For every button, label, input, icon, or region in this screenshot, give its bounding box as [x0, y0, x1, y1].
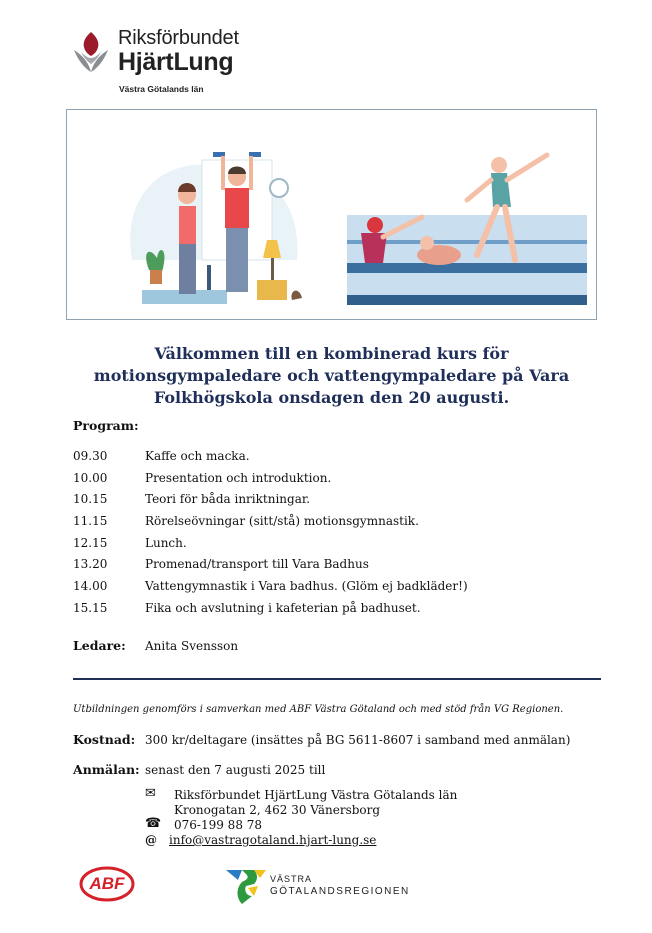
contact-org: Riksförbundet HjärtLung Västra Götalands län	[174, 788, 458, 802]
vgr-emblem-icon	[224, 866, 268, 908]
leader-name: Anita Svensson	[145, 639, 239, 653]
vgr-line2: GÖTALANDSREGIONEN	[270, 886, 410, 897]
mail-icon: ✉	[145, 786, 156, 801]
abf-text: ABF	[89, 874, 125, 893]
cost-value: 300 kr/deltagare (insättes på BG 5611-8607 i samband med anmälan)	[145, 733, 571, 747]
leader-label: Ledare:	[73, 638, 126, 653]
program-time: 09.30	[73, 449, 108, 463]
program-time: 15.15	[73, 601, 108, 615]
program-activity: Vattengymnastik i Vara badhus. (Glöm ej badkläder!)	[145, 579, 468, 593]
registration-label: Anmälan:	[73, 762, 140, 777]
program-activity: Teori för båda inriktningar.	[145, 492, 311, 506]
hjartlung-logo	[72, 26, 252, 96]
program-activity: Fika och avslutning i kafeterian på badhuset.	[145, 601, 421, 615]
program-activity: Lunch.	[145, 536, 187, 550]
program-time: 10.00	[73, 471, 108, 485]
cooperation-note: Utbildningen genomförs i samverkan med ABF Västra Götaland och med stöd från VG Regionen.	[73, 704, 564, 715]
contact-email-link[interactable]: info@vastragotaland.hjart-lung.se	[169, 833, 377, 847]
program-time: 13.20	[73, 557, 108, 571]
heading-line3: Folkhögskola onsdagen den 20 augusti.	[153, 388, 510, 407]
phone-icon: ☎	[145, 816, 162, 831]
logo-subtitle: Västra Götalands län	[119, 84, 204, 94]
program-activity: Presentation och introduktion.	[145, 471, 332, 485]
registration-value: senast den 7 augusti 2025 till	[145, 763, 326, 777]
at-icon: @	[145, 833, 157, 847]
heading-line2: motionsgympaledare och vattengympaledare på Vara	[93, 366, 570, 385]
heading-line1: Välkommen till en kombinerad kurs för	[154, 344, 509, 363]
program-time: 14.00	[73, 579, 108, 593]
vgr-line1: VÄSTRA	[270, 874, 313, 884]
program-activity: Rörelseövningar (sitt/stå) motionsgymnastik.	[145, 514, 419, 528]
contact-address: Kronogatan 2, 462 30 Vänersborg	[174, 803, 381, 817]
logo-line2: HjärtLung	[118, 48, 234, 76]
program-time: 12.15	[73, 536, 108, 550]
illustration-frame	[66, 109, 597, 320]
course-heading	[66, 343, 597, 409]
program-time: 10.15	[73, 492, 108, 506]
contact-phone: 076-199 88 78	[174, 818, 263, 832]
cost-label: Kostnad:	[73, 732, 136, 747]
swim-illustration	[347, 145, 587, 310]
program-activity: Promenad/transport till Vara Badhus	[145, 557, 369, 571]
divider-line	[73, 678, 601, 680]
heart-leaf-icon	[72, 30, 110, 74]
vgr-logo	[224, 866, 424, 910]
logo-line1: Riksförbundet	[118, 27, 239, 49]
program-label: Program:	[73, 418, 139, 433]
abf-logo	[79, 866, 135, 902]
program-activity: Kaffe och macka.	[145, 449, 250, 463]
gym-illustration	[117, 140, 317, 315]
program-time: 11.15	[73, 514, 108, 528]
